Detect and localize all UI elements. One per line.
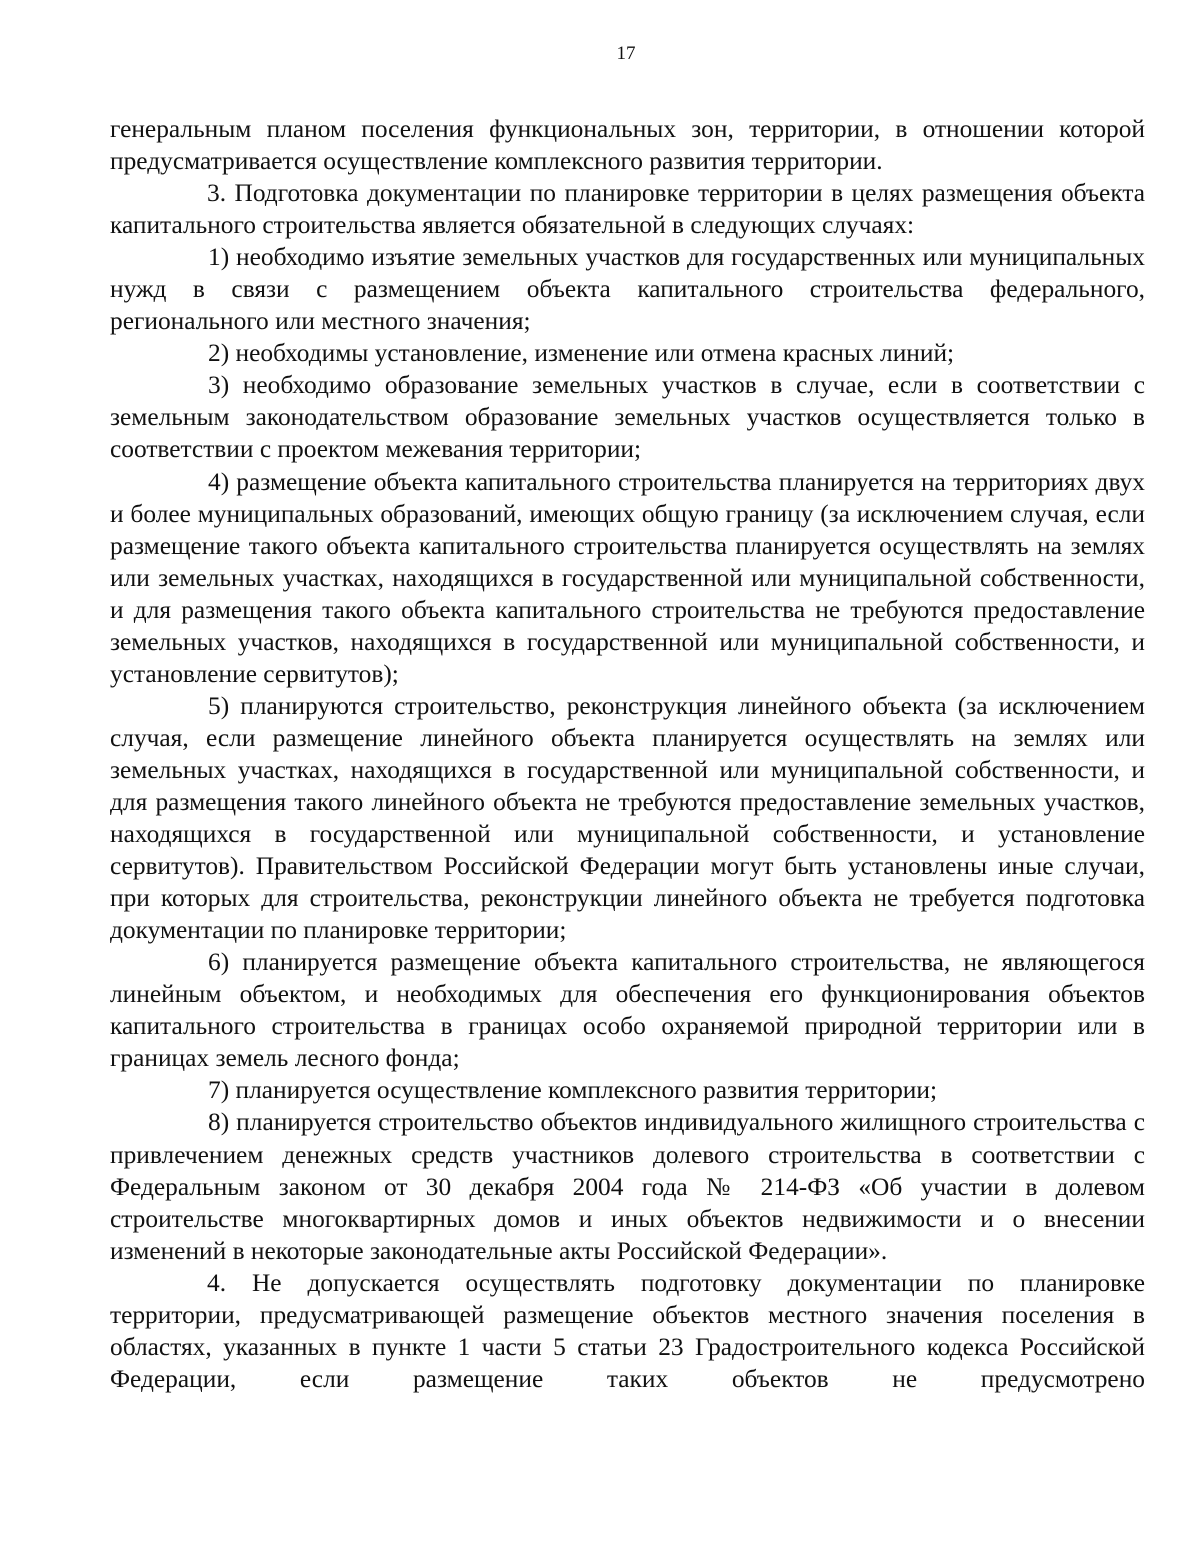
list-item-8: 8) планируется строительство объектов индивидуального жилищного строительства с привлечением денежных средств участников долевого строительства в соответствии с Федеральным законом от 30 декабря 2004 года № 214-ФЗ «Об участии в долевом строительстве многоквартирных домов и иных объектов недвижимости и о внесении изменений в некоторые законодательные акты Российской Федерации». bbox=[110, 1108, 1145, 1265]
list-item-4: 4) размещение объекта капитального строительства планируется на территориях двух и более муниципальных образований, имеющих общую границу (за исключением случая, если размещение такого объекта капитального строительства планируется осуществлять на землях или земельных участках, находящихся в государственной или муниципальной собственности, и для размещения такого объекта капитального строительства не требуются предоставление земельных участков, находящихся в государственной или муниципальной собственности, и установление сервитутов); bbox=[110, 467, 1145, 688]
document-body bbox=[110, 113, 1145, 1395]
list-item-5: 5) планируются строительство, реконструкция линейного объекта (за исключением случая, если размещение линейного объекта планируется осуществлять на землях или земельных участках, находящихся в государственной или муниципальной собственности, и для размещения такого линейного объекта не требуются предоставление земельных участков, находящихся в государственной или муниципальной собственности, и установление сервитутов). Правительством Российской Федерации могут быть установлены иные случаи, при которых для строительства, реконструкции линейного объекта не требуется подготовка документации по планировке территории; bbox=[110, 691, 1145, 945]
list-item-1: 1) необходимо изъятие земельных участков для государственных или муниципальных нужд в связи с размещением объекта капитального строительства федерального, регионального или местного значения; bbox=[110, 243, 1145, 336]
list-item-6: 6) планируется размещение объекта капитального строительства, не являющегося линейным объектом, и необходимых для обеспечения его функционирования объектов капитального строительства в границах особо охраняемой природной территории или в границах земель лесного фонда; bbox=[110, 948, 1145, 1073]
paragraph-continuation: генеральным планом поселения функциональных зон, территории, в отношении которой предусматривается осуществление комплексного развития территории. bbox=[110, 115, 1145, 176]
list-item-2: 2) необходимы установление, изменение или отмена красных линий; bbox=[208, 339, 955, 368]
page-number: 17 bbox=[616, 43, 636, 64]
paragraph-clause-4: 4. Не допускается осуществлять подготовку документации по планировке территории, предусматривающей размещение объектов местного значения поселения в областях, указанных в пункте 1 части 5 статьи 23 Градостроительного кодекса Российской Федерации, если размещение таких объектов не предусмотрено bbox=[110, 1268, 1145, 1393]
list-item-3: 3) необходимо образование земельных участков в случае, если в соответствии с земельным законодательством образование земельных участков осуществляется только в соответствии с проектом межевания территории; bbox=[110, 371, 1145, 464]
paragraph-clause-3: 3. Подготовка документации по планировке территории в целях размещения объекта капитального строительства является обязательной в следующих случаях: bbox=[110, 179, 1145, 240]
list-item-7: 7) планируется осуществление комплексного развития территории; bbox=[208, 1076, 938, 1105]
